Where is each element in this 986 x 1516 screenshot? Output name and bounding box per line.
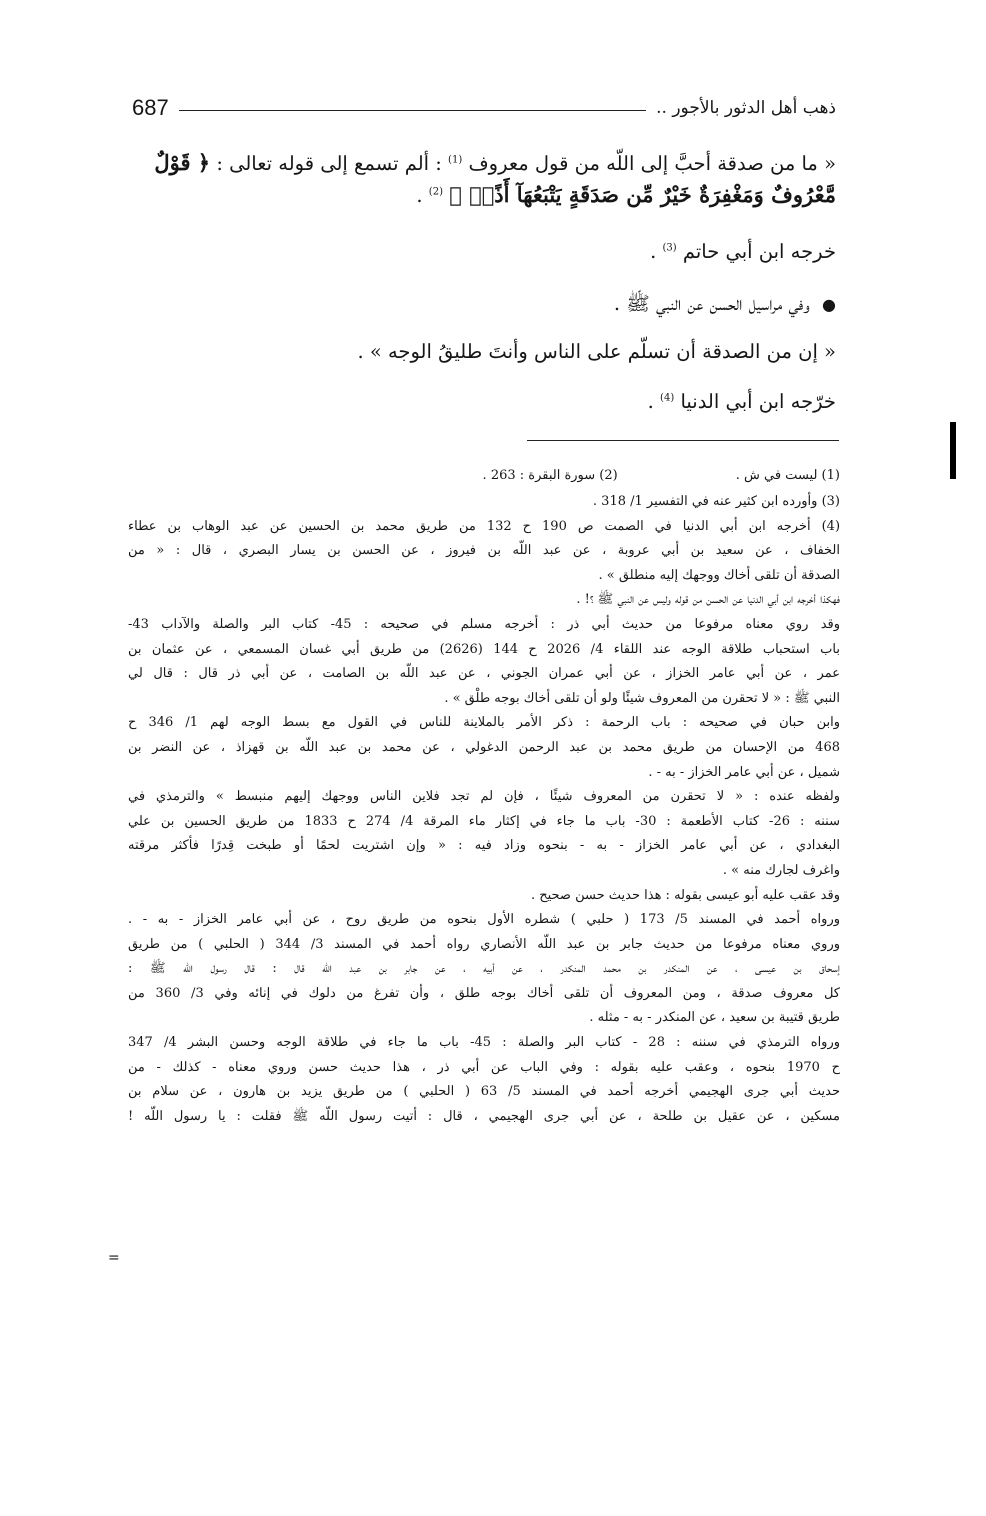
main-text: خرّجه ابن أبي الدنيا (680, 390, 836, 413)
footnote-line: (4) أخرجه ابن أبي الدنيا في الصمت ص 190 ح 132 من طريق محمد بن الحسين عن عبد الوهاب بن عطاء (128, 518, 841, 534)
footnote-line: الصدقة أن تلقى أخاك ووجهك إليه منطلق » . (598, 567, 840, 583)
footnote-2: (2) سورة البقرة : 263 . (482, 468, 618, 483)
main-text: : ألم تسمع إلى قوله تعالى : (216, 152, 442, 175)
punctuation: . (647, 390, 654, 413)
footnote-ref: (1) (448, 154, 463, 166)
footnote-line: وروي معناه مرفوعا من حديث جابر بن عبد اللّه الأنصاري رواه أحمد في المسند 3/ 344 ( الحلبي ) من طريق (128, 936, 841, 952)
main-line-2 (146, 182, 836, 207)
main-text: وفي مراسيل الحسن عن النبي ﷺ . (613, 292, 810, 315)
footnote-line: إسحاق بن عيسى ، عن المنكدر بن محمد المنكدر ، عن أبيه ، عن جابر بن عبد اللّه قال : قال رسول اللّه ﷺ : (128, 961, 840, 977)
footnote-line: ولفظه عنده : « لا تحقرن من المعروف شيئًا ، فإن لم تجد فلاين الناس ووجهك إليهم منبسط » والترمذي في (128, 789, 840, 805)
quran-verse: مَّعْرُوفٌ وَمَغْفِرَةٌ خَيْرٌ مِّن صَدَقَةٍ يَتْبَعُهَآ أَذًىۗ ﴾ (449, 182, 836, 207)
running-title: ذهب أهل الدثور بالأجور .. (656, 98, 836, 118)
footnote-line: حديث أبي جرى الهجيمي أخرجه أحمد في المسند 5/ 63 ( الحلبي ) من طريق يزيد بن هارون ، عن سلام بن (128, 1084, 840, 1100)
bullet-icon: ● (822, 295, 836, 314)
footnote-line: ح 1970 بنحوه ، وعقب عليه بقوله : وفي الباب عن أبي ذر ، هذا حديث حسن وروي معناه - كذلك - من (128, 1059, 840, 1075)
hadith-text: « ما من صدقة أحبَّ إلى اللّه من قول معروف (468, 152, 836, 175)
main-line-3 (146, 240, 836, 263)
footnote-line: وابن حبان في صحيحه : باب الرحمة : ذكر الأمر بالملاينة للناس في القول مع بسط الوجه لهم 1/ 346 ح (128, 715, 841, 731)
footnote-line: الخفاف ، عن سعيد بن أبي عروبة ، عن عبد اللّه بن فيروز ، عن الحسن بن يسار البصري ، قال : « من (128, 543, 840, 559)
footnotes-first-row (128, 464, 840, 489)
footnote-ref: (2) (428, 186, 443, 198)
footnote-line: ورواه أحمد في المسند 5/ 173 ( حلبي ) شطره الأول بنحوه من طريق روح ، عن أبي عامر الخزاز - به - . (128, 912, 840, 928)
footnote-ref: (3) (662, 242, 677, 254)
footnote-line: سننه : 26- كتاب الأطعمة : 30- باب ما جاء في إكثار ماء المرقة 4/ 274 ح 1833 من طريق الحسين بن علي (128, 813, 841, 829)
page-number: 687 (132, 95, 169, 120)
footnote-line: كل معروف صدقة ، ومن المعروف أن تلقى أخاك بوجه طلق ، وأن تفرغ من دلوك في إنائه وفي 3/ 360 من (128, 985, 841, 1001)
continuation-mark: = (108, 1250, 120, 1266)
page-header (132, 92, 836, 124)
main-text: خرجه ابن أبي حاتم (682, 240, 836, 263)
footnote-line: وقد عقب عليه أبو عيسى بقوله : هذا حديث حسن صحيح . (530, 887, 840, 903)
footnote-line: طريق قتيبة بن سعيد ، عن المنكدر - به - مثله . (589, 1010, 840, 1026)
main-line-1 (146, 150, 836, 175)
footnote-line: مسكين ، عن عقيل بن طلحة ، عن أبي جرى الهجيمي ، قال : أتيت رسول اللّه ﷺ فقلت : يا رسول اللّه ! (128, 1108, 840, 1124)
footnote-line: ورواه الترمذي في سننه : 28 - كتاب البر والصلة : 45- باب ما جاء في طلاقة الوجه وحسن البشر 4/ 347 (128, 1035, 841, 1051)
main-line-4 (146, 292, 836, 320)
footnotes-body (128, 490, 840, 1129)
header-rule (179, 110, 646, 111)
footnote-separator (527, 440, 839, 441)
footnote-line: شميل ، عن أبي عامر الخزاز - به - . (648, 764, 840, 780)
footnote-1: (1) ليست في ش . (735, 468, 840, 483)
punctuation: . (416, 184, 423, 207)
footnote-line: النبي ﷺ : « لا تحقرن من المعروف شيئًا ولو أن تلقى أخاك بوجه طلْق » . (444, 690, 840, 706)
footnote-line: 468 من الإحسان من طريق محمد بن عبد الرحمن الدغولي ، عن محمد بن عبد اللّه بن قهزاذ ، عن النضر بن (128, 739, 840, 755)
footnote-line: وقد روي معناه مرفوعا من حديث أبي ذر : أخرجه مسلم في صحيحه : 45- كتاب البر والصلة والآداب 43- (128, 616, 841, 632)
main-line-5 (146, 340, 836, 363)
footnote-line: عمر ، عن أبي عامر الخزاز ، عن أبي عمران الجوني ، عن عبد اللّه بن الصامت ، عن أبي ذر قال : قال لي (128, 666, 840, 682)
quran-verse-start: ﴿ قَوْلٌ (154, 150, 211, 175)
punctuation: . (650, 240, 657, 263)
footnote-line: واغرف لجارك منه » . (722, 862, 840, 878)
footnote-ref: (4) (660, 392, 675, 404)
footnote-line: فهكذا أخرجه ابن أبي الدنيا عن الحسن من قوله وليس عن النبي ﷺ ؟! . (576, 592, 840, 608)
hadith-text: « إن من الصدقة أن تسلّم على الناس وأنتَ طليقُ الوجه » . (357, 340, 836, 363)
main-line-6 (146, 390, 836, 413)
footnote-line: باب استحباب طلاقة الوجه عند اللقاء 4/ 2026 ح 144 (2626) من طريق أبي غسان المسمعي ، عن عثمان بن (128, 641, 840, 657)
footnote-line: البغدادي ، عن أبي عامر الخزاز - به - بنحوه وزاد فيه : « وإن اشتريت لحمًا أو طبخت قِدرًا فأكثر مرقته (128, 838, 840, 854)
footnote-line: (3) وأورده ابن كثير عنه في التفسير 1/ 318 . (592, 494, 840, 509)
margin-bar (950, 422, 956, 479)
